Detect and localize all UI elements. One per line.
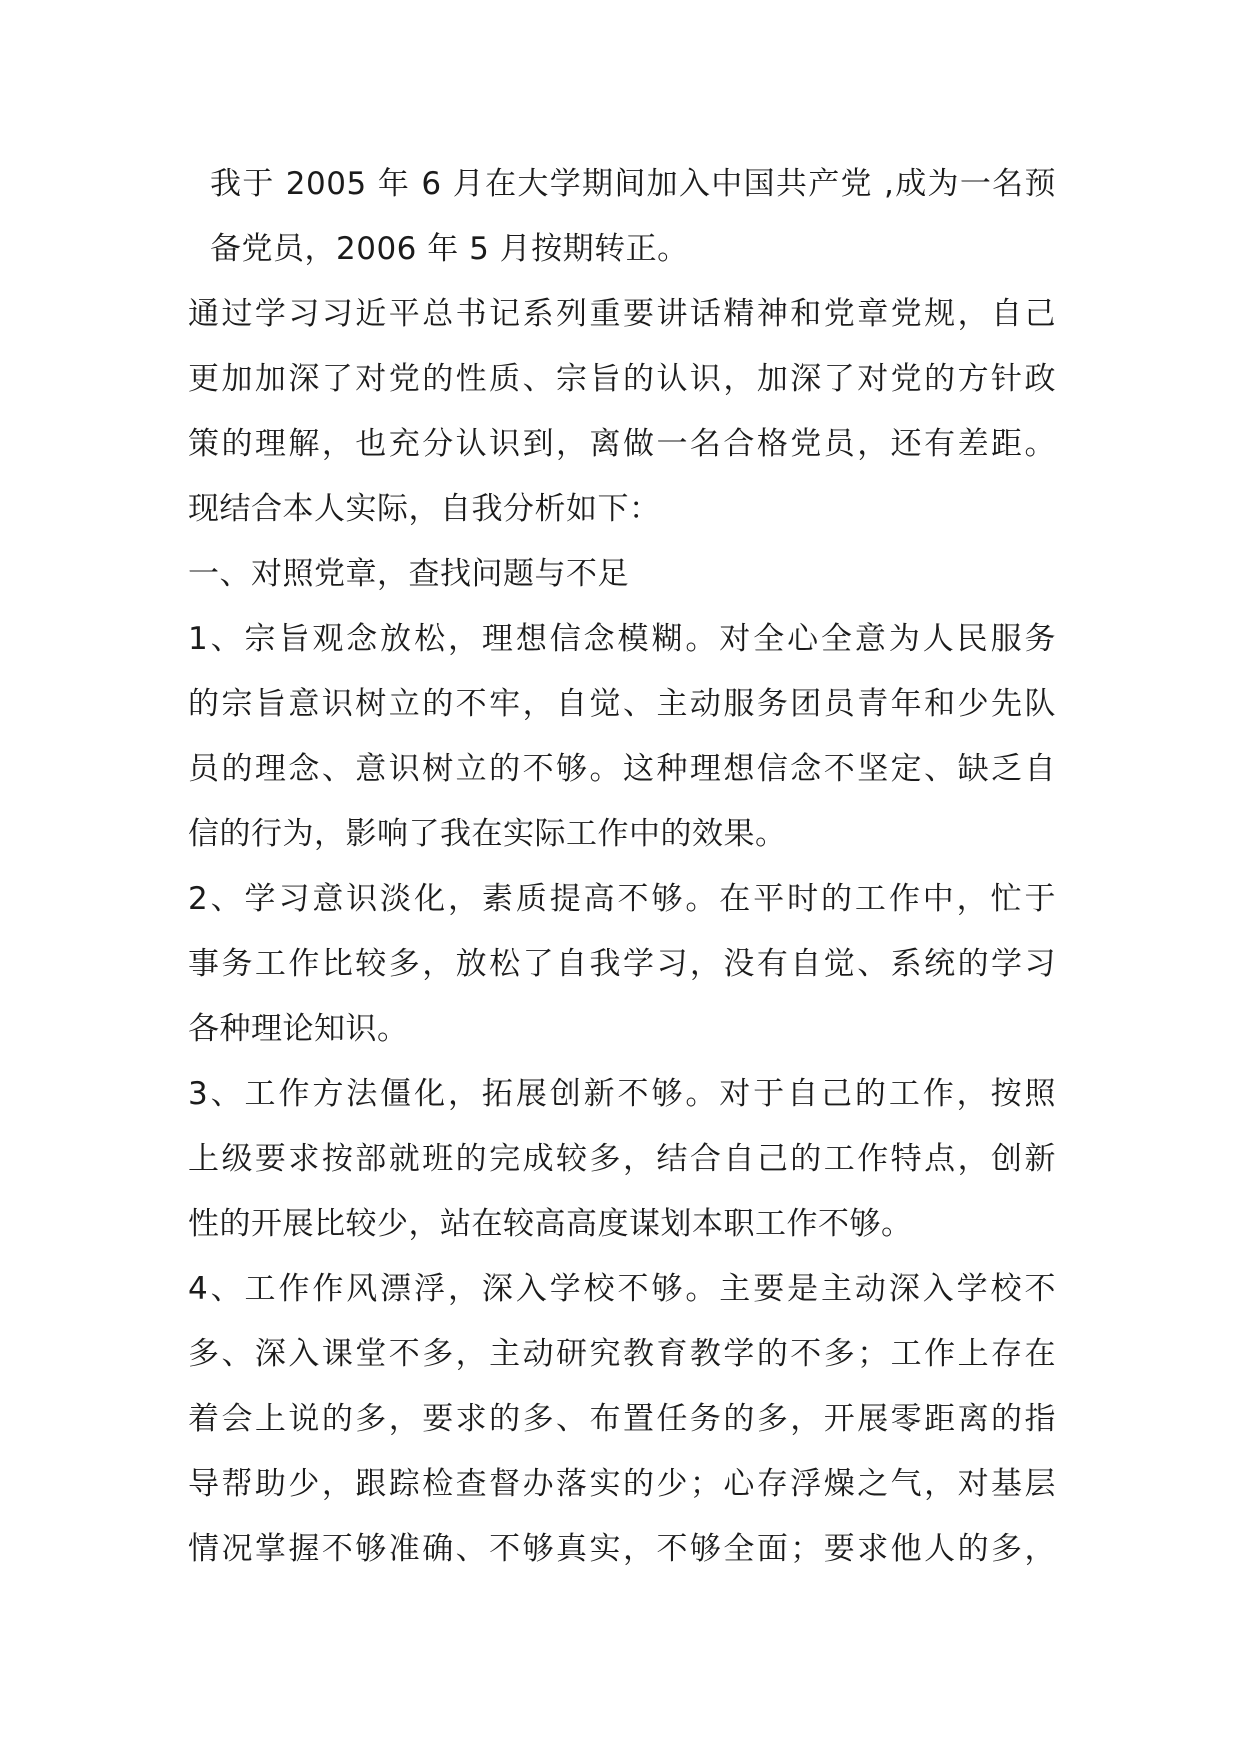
text-line: 策的理解，也充分认识到，离做一名合格党员，还有差距。 [188,426,1056,462]
text-line: 导帮助少，跟踪检查督办落实的少；心存浮燥之气，对基层 [188,1466,1056,1502]
text-line: 2、学习意识淡化，素质提高不够。在平时的工作中，忙于 [188,881,1056,917]
text-line: 3、工作方法僵化，拓展创新不够。对于自己的工作，按照 [188,1076,1056,1112]
text-line: 员的理念、意识树立的不够。这种理想信念不坚定、缺乏自 [188,751,1056,787]
text-line: 信的行为，影响了我在实际工作中的效果。 [188,816,787,852]
text-line: 各种理论知识。 [188,1011,409,1047]
text-line: 事务工作比较多，放松了自我学习，没有自觉、系统的学习 [188,946,1056,982]
text-line: 备党员，2006 年 5 月按期转正。 [210,231,689,267]
section-heading: 一、对照党章，查找问题与不足 [188,556,629,592]
text-line: 多、深入课堂不多，主动研究教育教学的不多；工作上存在 [188,1336,1056,1372]
text-line: 我于 2005 年 6 月在大学期间加入中国共产党 ,成为一名预 [210,166,1056,202]
text-line: 1、宗旨观念放松，理想信念模糊。对全心全意为人民服务 [188,621,1056,657]
text-line: 的宗旨意识树立的不牢，自觉、主动服务团员青年和少先队 [188,686,1056,722]
text-line: 4、工作作风漂浮，深入学校不够。主要是主动深入学校不 [188,1271,1056,1307]
text-line: 情况掌握不够准确、不够真实，不够全面；要求他人的多， [188,1531,1056,1567]
text-line: 更加加深了对党的性质、宗旨的认识，加深了对党的方针政 [188,361,1056,397]
text-line: 现结合本人实际，自我分析如下： [188,491,661,527]
text-line: 着会上说的多，要求的多、布置任务的多，开展零距离的指 [188,1401,1056,1437]
text-line: 性的开展比较少，站在较高高度谋划本职工作不够。 [188,1206,913,1242]
text-line: 上级要求按部就班的完成较多，结合自己的工作特点，创新 [188,1141,1056,1177]
text-line: 通过学习习近平总书记系列重要讲话精神和党章党规，自己 [188,296,1056,332]
